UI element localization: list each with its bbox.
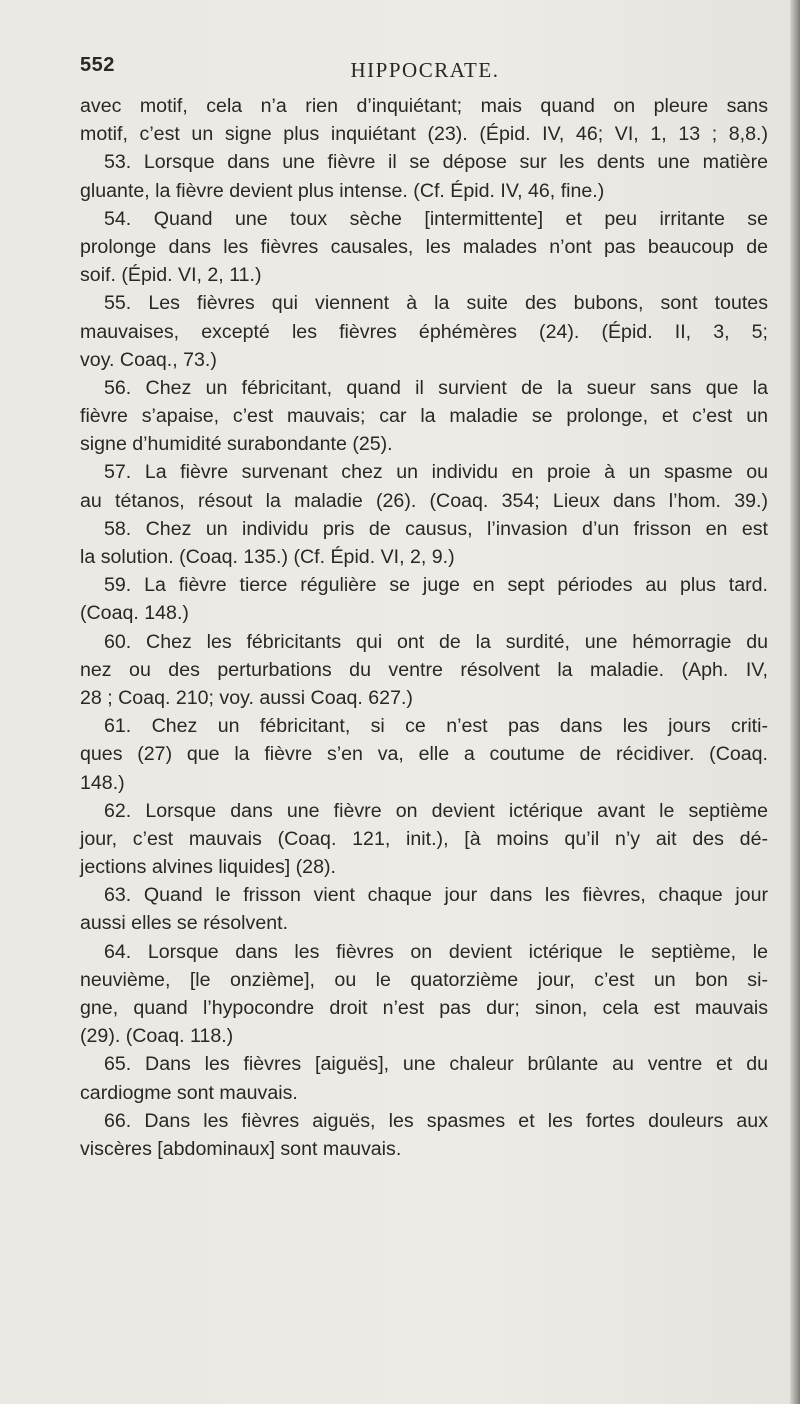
text-line: signe d’humidité surabondante (25). xyxy=(80,433,393,456)
page-edge xyxy=(790,0,800,1404)
text-line: gne, quand l’hypocondre droit n’est pas dur; sinon, cela est mauvais xyxy=(80,997,768,1019)
text-line: 28 ; Coaq. 210; voy. aussi Coaq. 627.) xyxy=(80,686,413,709)
text-line: (29). (Coaq. 118.) xyxy=(80,1025,234,1048)
text-line: 53. Lorsque dans une fièvre il se dépose sur les dents une matière xyxy=(104,151,768,174)
text-line: 61. Chez un fébricitant, si ce n’est pas dans les jours criti- xyxy=(104,715,768,738)
text-line: au tétanos, résout la maladie (26). (Coaq. 354; Lieux dans l’hom. 39.) xyxy=(80,489,768,512)
text-line: cardiogme sont mauvais. xyxy=(80,1081,298,1104)
text-line: motif, c’est un signe plus inquiétant (23). (Épid. IV, 46; VI, 1, 13 ; 8,8.) xyxy=(80,123,768,146)
text-line: viscères [abdominaux] sont mauvais. xyxy=(80,1137,402,1160)
text-line: nez ou des perturbations du ventre résolvent la maladie. (Aph. IV, xyxy=(80,658,768,681)
body-text xyxy=(80,92,768,1163)
text-line: gluante, la fièvre devient plus intense. (Cf. Épid. IV, 46, fine.) xyxy=(80,179,605,202)
text-line: 57. La fièvre survenant chez un individu en proie à un spasme ou xyxy=(104,461,768,484)
text-line: avec motif, cela n’a rien d’inquiétant; mais quand on pleure sans xyxy=(80,95,768,117)
text-line: 64. Lorsque dans les fièvres on devient ictérique le septième, le xyxy=(104,940,768,963)
text-line: (Coaq. 148.) xyxy=(80,602,189,625)
text-line: 65. Dans les fièvres [aiguës], une chaleur brûlante au ventre et du xyxy=(104,1053,768,1076)
text-line: 62. Lorsque dans une fièvre on devient ictérique avant le septième xyxy=(104,799,768,822)
running-title: HIPPOCRATE. xyxy=(350,58,500,82)
text-line: ques (27) que la fièvre s’en va, elle a coutume de récidiver. (Coaq. xyxy=(80,743,768,766)
text-line: mauvaises, excepté les fièvres éphémères (24). (Épid. II, 3, 5; xyxy=(80,320,768,343)
text-line: jour, c’est mauvais (Coaq. 121, init.), [à moins qu’il n’y ait des dé- xyxy=(80,827,768,850)
text-line: jections alvines liquides] (28). xyxy=(80,856,336,879)
text-line: 66. Dans les fièvres aiguës, les spasmes et les fortes douleurs aux xyxy=(104,1109,768,1132)
text-line: 148.) xyxy=(80,771,125,794)
text-line: 56. Chez un fébricitant, quand il survient de la sueur sans que la xyxy=(104,376,768,399)
page-header xyxy=(80,54,770,92)
text-line: 59. La fièvre tierce régulière se juge en sept périodes au plus tard. xyxy=(104,574,768,597)
text-line: prolonge dans les fièvres causales, les malades n’ont pas beaucoup de xyxy=(80,235,768,258)
text-line: 63. Quand le frisson vient chaque jour dans les fièvres, chaque jour xyxy=(104,884,768,907)
text-line: la solution. (Coaq. 135.) (Cf. Épid. VI, 2, 9.) xyxy=(80,546,455,568)
text-line: voy. Coaq., 73.) xyxy=(80,348,217,371)
page-number: 552 xyxy=(80,54,115,76)
text-line: fièvre s’apaise, c’est mauvais; car la maladie se prolonge, et c’est un xyxy=(80,405,768,428)
text-line: aussi elles se résolvent. xyxy=(80,912,289,935)
text-line: soif. (Épid. VI, 2, 11.) xyxy=(80,264,262,287)
text-line: 60. Chez les fébricitants qui ont de la surdité, une hémorragie du xyxy=(104,630,768,653)
text-line: 55. Les fièvres qui viennent à la suite des bubons, sont toutes xyxy=(104,292,768,315)
text-line: 58. Chez un individu pris de causus, l’invasion d’un frisson en est xyxy=(104,517,768,540)
text-line: 54. Quand une toux sèche [intermittente] et peu irritante se xyxy=(104,207,768,230)
text-line: neuvième, [le onzième], ou le quatorzième jour, c’est un bon si- xyxy=(80,968,768,991)
